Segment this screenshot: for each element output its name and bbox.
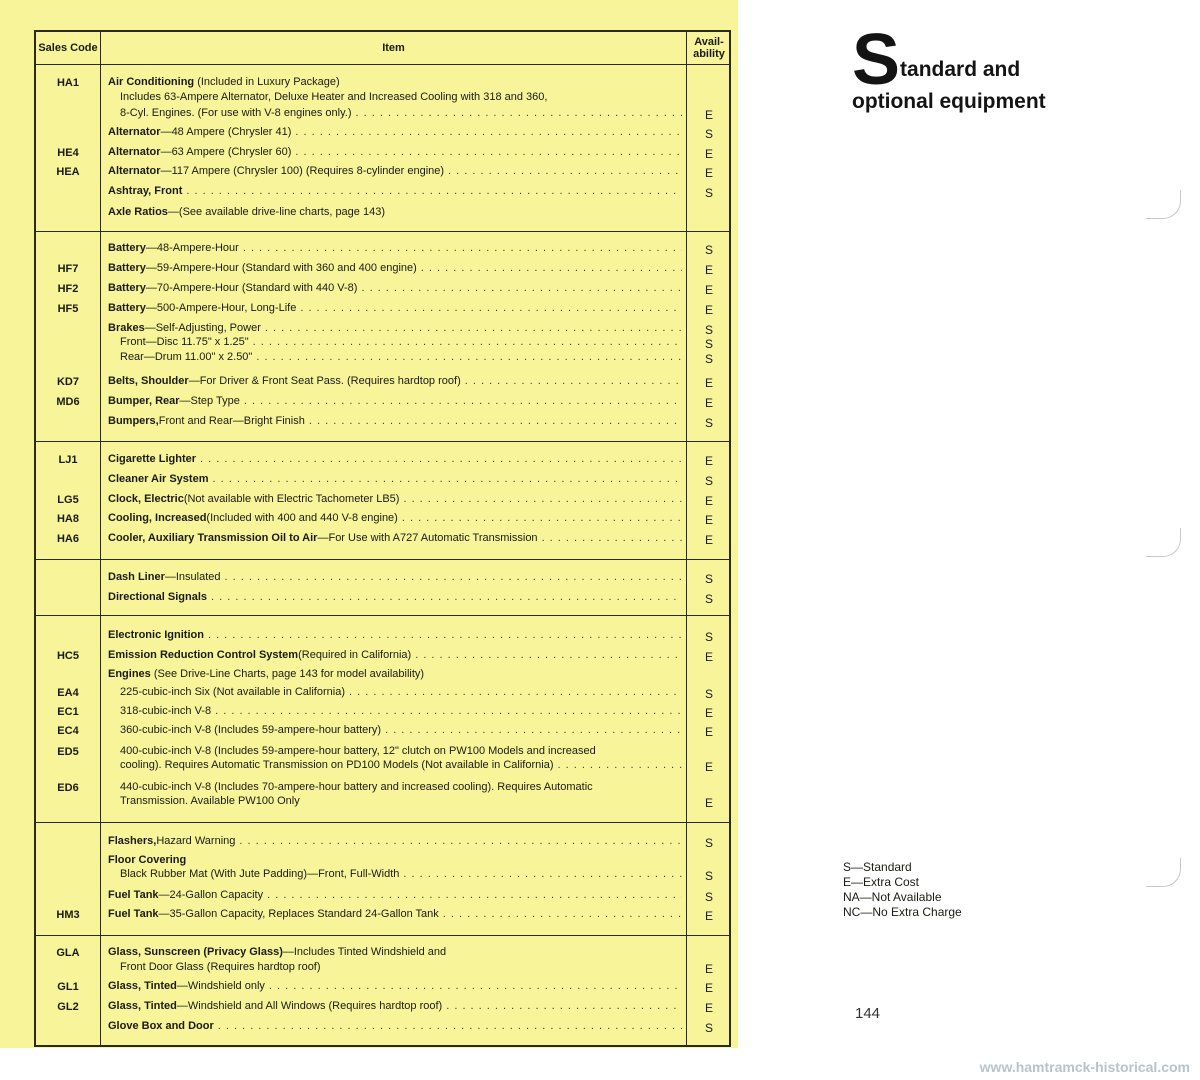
availability-value: S bbox=[704, 127, 713, 141]
item-description: —Includes Tinted Windshield and bbox=[282, 946, 447, 958]
item-text bbox=[120, 351, 686, 364]
item-name: Glass, Tinted bbox=[108, 980, 177, 992]
availability-value: S bbox=[704, 890, 713, 904]
page-number: 144 bbox=[855, 1005, 881, 1022]
leader-dots bbox=[295, 146, 682, 159]
item-text bbox=[108, 206, 385, 219]
item-description: —59-Ampere-Hour (Standard with 360 and 400 engine) bbox=[145, 262, 417, 274]
availability-value: E bbox=[704, 396, 713, 410]
sales-code: HF5 bbox=[57, 303, 79, 315]
availability-value: S bbox=[704, 592, 713, 606]
item-name: Axle Ratios bbox=[108, 206, 168, 218]
sales-code: GLA bbox=[56, 947, 80, 959]
item-text bbox=[108, 185, 686, 198]
item-description: —117 Ampere (Chrysler 100) (Requires 8-cylinder engine) bbox=[160, 165, 445, 177]
leader-dots bbox=[402, 512, 682, 525]
item-name: Battery bbox=[108, 282, 146, 294]
item-description: —48-Ampere-Hour bbox=[145, 242, 239, 254]
item-name: Cooler, Auxiliary Transmission Oil to Air bbox=[108, 532, 318, 544]
page-heading bbox=[852, 20, 1172, 114]
leader-dots bbox=[200, 453, 682, 466]
item-text bbox=[108, 126, 686, 139]
group-divider bbox=[36, 559, 729, 560]
item-text bbox=[120, 795, 686, 808]
legend-not-available: NA—Not Available bbox=[843, 890, 942, 904]
item-name: Alternator bbox=[108, 146, 161, 158]
leader-dots bbox=[215, 705, 682, 718]
availability-value: E bbox=[704, 376, 713, 390]
sales-code: GL1 bbox=[57, 981, 79, 993]
item-description: —63 Ampere (Chrysler 60) bbox=[160, 146, 292, 158]
sales-code: HE4 bbox=[57, 147, 79, 159]
item-text bbox=[120, 107, 686, 120]
availability-value: E bbox=[704, 283, 713, 297]
item-description: 225-cubic-inch Six (Not available in California) bbox=[120, 686, 345, 698]
availability-value: S bbox=[704, 836, 713, 850]
legend-standard: S—Standard bbox=[843, 860, 912, 874]
item-name: Flashers, bbox=[108, 835, 157, 847]
availability-value: E bbox=[704, 454, 713, 468]
item-description: Front—Disc 11.75" x 1.25" bbox=[120, 336, 249, 348]
item-text bbox=[120, 686, 686, 699]
sales-code: HF2 bbox=[57, 283, 79, 295]
item-name: Ashtray, Front bbox=[108, 185, 183, 197]
item-name: Battery bbox=[108, 242, 146, 254]
item-text bbox=[120, 759, 686, 772]
item-text bbox=[108, 1000, 686, 1013]
availability-value: E bbox=[704, 650, 713, 664]
item-text bbox=[108, 854, 186, 867]
availability-value: E bbox=[704, 962, 713, 976]
item-text bbox=[108, 76, 340, 89]
item-text bbox=[108, 946, 446, 959]
item-description: —500-Ampere-Hour, Long-Life bbox=[145, 302, 297, 314]
leader-dots bbox=[256, 351, 682, 364]
item-description: (Not available with Electric Tachometer LB5) bbox=[183, 493, 400, 505]
availability-value: S bbox=[704, 869, 713, 883]
item-text bbox=[108, 980, 686, 993]
item-description: —(See available drive-line charts, page 143) bbox=[167, 206, 385, 218]
item-text bbox=[108, 571, 686, 584]
item-text bbox=[108, 908, 686, 921]
leader-dots bbox=[415, 649, 682, 662]
item-text bbox=[120, 705, 686, 718]
sales-code: KD7 bbox=[56, 376, 79, 388]
leader-dots bbox=[186, 185, 682, 198]
item-text bbox=[108, 591, 686, 604]
leader-dots bbox=[208, 629, 682, 642]
availability-value: S bbox=[704, 687, 713, 701]
item-description: —Step Type bbox=[179, 395, 240, 407]
availability-value: E bbox=[704, 147, 713, 161]
availability-value: E bbox=[704, 1001, 713, 1015]
availability-value: S bbox=[704, 243, 713, 257]
item-name: Electronic Ignition bbox=[108, 629, 204, 641]
sales-code: HA6 bbox=[56, 533, 79, 545]
header-divider bbox=[36, 64, 729, 65]
item-text bbox=[108, 375, 686, 388]
item-description: (Included in Luxury Package) bbox=[194, 76, 340, 88]
item-text bbox=[108, 668, 424, 681]
availability-value: E bbox=[704, 263, 713, 277]
binder-hole bbox=[1146, 858, 1181, 887]
item-description: 8-Cyl. Engines. (For use with V-8 engines only.) bbox=[120, 107, 352, 119]
leader-dots bbox=[361, 282, 682, 295]
leader-dots bbox=[448, 165, 682, 178]
item-description: —35-Gallon Capacity, Replaces Standard 24-Gallon Tank bbox=[158, 908, 439, 920]
availability-value: S bbox=[704, 323, 713, 337]
sales-code: HC5 bbox=[56, 650, 79, 662]
leader-dots bbox=[542, 532, 682, 545]
item-description: Rear—Drum 11.00" x 2.50" bbox=[120, 351, 253, 363]
leader-dots bbox=[385, 724, 682, 737]
item-text bbox=[120, 724, 686, 737]
item-description: —48 Ampere (Chrysler 41) bbox=[160, 126, 292, 138]
availability-value: E bbox=[704, 108, 713, 122]
item-description: —70-Ampere-Hour (Standard with 440 V-8) bbox=[145, 282, 358, 294]
item-description: 360-cubic-inch V-8 (Includes 59-ampere-hour battery) bbox=[120, 724, 382, 736]
availability-value: S bbox=[704, 186, 713, 200]
item-name: Clock, Electric bbox=[108, 493, 184, 505]
leader-dots bbox=[309, 415, 682, 428]
availability-value: S bbox=[704, 572, 713, 586]
item-text bbox=[108, 302, 686, 315]
item-description: (See Drive-Line Charts, page 143 for model availability) bbox=[150, 668, 425, 680]
item-name: Bumpers, bbox=[108, 415, 159, 427]
item-text bbox=[108, 453, 686, 466]
equipment-table bbox=[34, 30, 731, 1047]
leader-dots bbox=[557, 759, 682, 772]
leader-dots bbox=[218, 1020, 682, 1033]
item-text bbox=[108, 146, 686, 159]
group-divider bbox=[36, 822, 729, 823]
item-text bbox=[108, 1020, 686, 1033]
sales-code: ED6 bbox=[57, 782, 79, 794]
leader-dots bbox=[421, 262, 682, 275]
sales-code: LJ1 bbox=[58, 454, 78, 466]
item-description: Black Rubber Mat (With Jute Padding)—Front, Full-Width bbox=[120, 868, 400, 880]
leader-dots bbox=[300, 302, 682, 315]
availability-value: S bbox=[704, 352, 713, 366]
item-name: Bumper, Rear bbox=[108, 395, 180, 407]
item-name: Emission Reduction Control System bbox=[108, 649, 299, 661]
leader-dots bbox=[265, 322, 682, 335]
availability-value: E bbox=[704, 706, 713, 720]
leader-dots bbox=[356, 107, 682, 120]
item-name: Brakes bbox=[108, 322, 145, 334]
leader-dots bbox=[267, 889, 682, 902]
leader-dots bbox=[403, 868, 682, 881]
item-text bbox=[108, 629, 686, 642]
leader-dots bbox=[211, 591, 682, 604]
item-text bbox=[108, 889, 686, 902]
item-text bbox=[108, 322, 686, 335]
item-description: —24-Gallon Capacity bbox=[158, 889, 264, 901]
item-text bbox=[108, 493, 686, 506]
item-text bbox=[120, 91, 686, 104]
leader-dots bbox=[225, 571, 682, 584]
item-name: Battery bbox=[108, 262, 146, 274]
item-description: 440-cubic-inch V-8 (Includes 70-ampere-hour battery and increased cooling). Requires Automatic bbox=[120, 781, 593, 793]
item-text bbox=[108, 395, 686, 408]
item-description: 400-cubic-inch V-8 (Includes 59-ampere-hour battery, 12" clutch on PW100 Models and increased bbox=[120, 745, 596, 757]
sales-code: HEA bbox=[56, 166, 80, 178]
group-divider bbox=[36, 231, 729, 232]
group-divider bbox=[36, 935, 729, 936]
group-divider bbox=[36, 615, 729, 616]
item-text bbox=[108, 473, 686, 486]
leader-dots bbox=[446, 1000, 682, 1013]
availability-value: E bbox=[704, 796, 713, 810]
item-name: Cleaner Air System bbox=[108, 473, 209, 485]
item-name: Cooling, Increased bbox=[108, 512, 207, 524]
item-description: Hazard Warning bbox=[156, 835, 236, 847]
footer-url: www.hamtramck-historical.com bbox=[979, 1059, 1190, 1075]
item-text bbox=[108, 242, 686, 255]
item-name: Battery bbox=[108, 302, 146, 314]
item-text bbox=[108, 415, 686, 428]
item-name: Alternator bbox=[108, 165, 161, 177]
item-name: Cigarette Lighter bbox=[108, 453, 197, 465]
item-name: Glass, Tinted bbox=[108, 1000, 177, 1012]
header-sales-code: Sales Code bbox=[38, 42, 98, 54]
sales-code: MD6 bbox=[56, 396, 80, 408]
header-item: Item bbox=[382, 42, 405, 54]
item-name: Engines bbox=[108, 668, 151, 680]
availability-value: E bbox=[704, 303, 713, 317]
availability-value: S bbox=[704, 416, 713, 430]
item-text bbox=[108, 512, 686, 525]
item-description: (Required in California) bbox=[298, 649, 412, 661]
sales-code: LG5 bbox=[57, 494, 79, 506]
item-text bbox=[120, 868, 686, 881]
item-description: Includes 63-Ampere Alternator, Deluxe Heater and Increased Cooling with 318 and 360, bbox=[120, 91, 548, 103]
availability-value: E bbox=[704, 513, 713, 527]
availability-value: S bbox=[704, 1021, 713, 1035]
sales-code: HM3 bbox=[56, 909, 80, 921]
sales-code: HF7 bbox=[57, 263, 79, 275]
item-description: Transmission. Available PW100 Only bbox=[120, 795, 300, 807]
item-name: Fuel Tank bbox=[108, 908, 159, 920]
item-description: 318-cubic-inch V-8 bbox=[120, 705, 212, 717]
item-description: —Insulated bbox=[164, 571, 221, 583]
item-text bbox=[120, 745, 686, 758]
header-availability: Avail- ability bbox=[693, 36, 725, 60]
availability-value: S bbox=[704, 474, 713, 488]
item-description: —For Use with A727 Automatic Transmission bbox=[317, 532, 538, 544]
item-text bbox=[108, 165, 686, 178]
heading-line-2: optional equipment bbox=[852, 90, 1046, 113]
item-text bbox=[108, 282, 686, 295]
leader-dots bbox=[239, 835, 682, 848]
item-text bbox=[108, 532, 686, 545]
legend-no-extra-charge: NC—No Extra Charge bbox=[843, 905, 962, 919]
leader-dots bbox=[465, 375, 682, 388]
item-name: Floor Covering bbox=[108, 854, 187, 866]
availability-value: E bbox=[704, 725, 713, 739]
availability-legend bbox=[843, 860, 962, 920]
column-divider bbox=[100, 32, 101, 1045]
leader-dots bbox=[295, 126, 682, 139]
availability-value: E bbox=[704, 909, 713, 923]
sales-code: HA1 bbox=[56, 77, 79, 89]
item-description: cooling). Requires Automatic Transmission on PD100 Models (Not available in California) bbox=[120, 759, 554, 771]
availability-value: E bbox=[704, 981, 713, 995]
item-text bbox=[120, 961, 686, 974]
legend-extra-cost: E—Extra Cost bbox=[843, 875, 920, 889]
column-divider bbox=[686, 32, 687, 1045]
item-name: Belts, Shoulder bbox=[108, 375, 189, 387]
item-name: Directional Signals bbox=[108, 591, 208, 603]
sales-code: ED5 bbox=[57, 746, 79, 758]
item-text bbox=[120, 336, 686, 349]
item-description: —Windshield only bbox=[176, 980, 265, 992]
item-description: (Included with 400 and 440 V-8 engine) bbox=[206, 512, 398, 524]
sales-code: EC4 bbox=[57, 725, 79, 737]
sales-code: GL2 bbox=[57, 1001, 79, 1013]
footer bbox=[0, 1048, 1200, 1080]
leader-dots bbox=[443, 908, 682, 921]
heading-initial: S bbox=[852, 20, 899, 100]
item-description: Front Door Glass (Requires hardtop roof) bbox=[120, 961, 321, 973]
item-name: Glove Box and Door bbox=[108, 1020, 214, 1032]
group-divider bbox=[36, 441, 729, 442]
sales-code: HA8 bbox=[56, 513, 79, 525]
item-description: —For Driver & Front Seat Pass. (Requires hardtop roof) bbox=[188, 375, 461, 387]
leader-dots bbox=[244, 395, 682, 408]
availability-value: E bbox=[704, 760, 713, 774]
availability-value: E bbox=[704, 533, 713, 547]
heading-line-1: tandard and bbox=[900, 58, 1021, 81]
leader-dots bbox=[269, 980, 682, 993]
binder-hole bbox=[1146, 528, 1181, 557]
item-name: Alternator bbox=[108, 126, 161, 138]
leader-dots bbox=[253, 336, 682, 349]
item-description: —Self-Adjusting, Power bbox=[144, 322, 261, 334]
availability-value: S bbox=[704, 337, 713, 351]
item-name: Air Conditioning bbox=[108, 76, 195, 88]
item-text bbox=[108, 262, 686, 275]
leader-dots bbox=[403, 493, 682, 506]
sales-code: EA4 bbox=[57, 687, 79, 699]
item-text bbox=[120, 781, 686, 794]
item-description: —Windshield and All Windows (Requires hardtop roof) bbox=[176, 1000, 443, 1012]
sales-code: EC1 bbox=[57, 706, 79, 718]
item-text bbox=[108, 835, 686, 848]
item-name: Dash Liner bbox=[108, 571, 165, 583]
leader-dots bbox=[243, 242, 682, 255]
leader-dots bbox=[349, 686, 682, 699]
item-text bbox=[108, 649, 686, 662]
availability-value: S bbox=[704, 630, 713, 644]
availability-value: E bbox=[704, 166, 713, 180]
item-description: Front and Rear—Bright Finish bbox=[158, 415, 305, 427]
leader-dots bbox=[212, 473, 682, 486]
availability-value: E bbox=[704, 494, 713, 508]
item-name: Fuel Tank bbox=[108, 889, 159, 901]
item-name: Glass, Sunscreen (Privacy Glass) bbox=[108, 946, 283, 958]
binder-hole bbox=[1146, 190, 1181, 219]
